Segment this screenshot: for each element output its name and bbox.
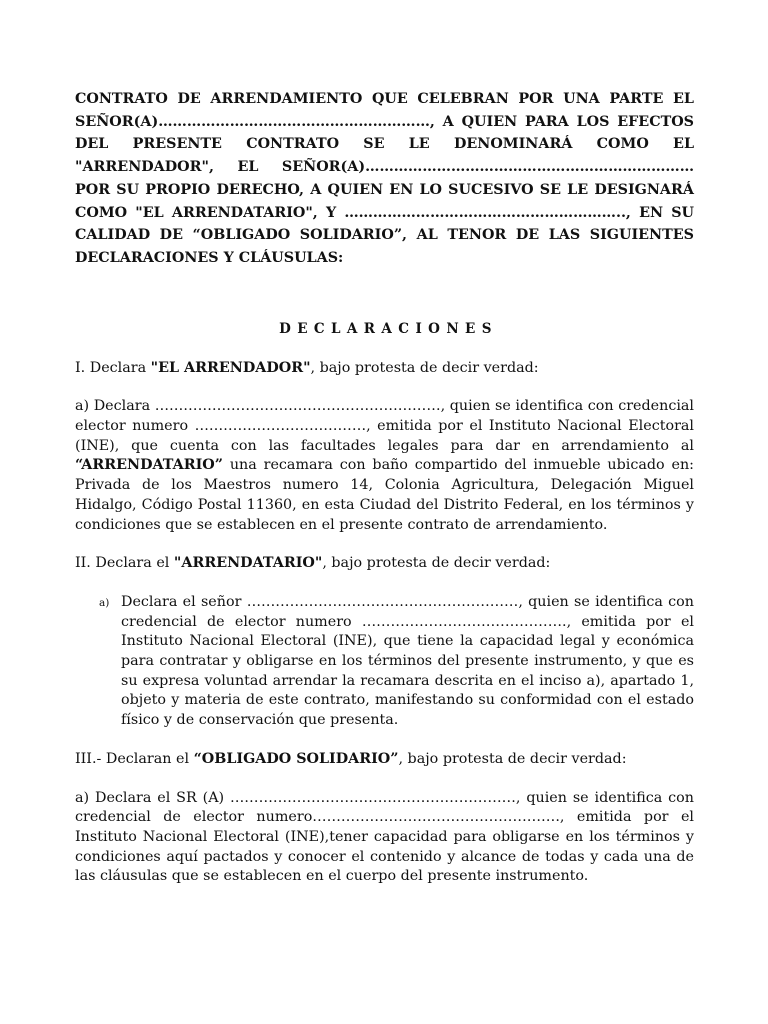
declaration-3-party: “OBLIGADO SOLIDARIO” xyxy=(193,750,399,767)
declarations-title: DECLARACIONES xyxy=(279,320,498,337)
declaration-2-list-item xyxy=(75,593,694,731)
declaration-1-heading xyxy=(75,359,694,379)
declaration-2-party: "ARRENDATARIO" xyxy=(173,555,323,572)
declaration-2-prefix: II. Declara el xyxy=(75,555,174,572)
declaration-1-suffix: , bajo protesta de decir verdad: xyxy=(310,359,539,376)
declaration-3-suffix: , bajo protesta de decir verdad: xyxy=(398,750,627,767)
declaration-1-text-1: a) Declara ……………………………………………………, quien se identifica con credencial elector numero ………………………………, emitida por el Instituto Nacional Electoral (INE), que cuenta con las facultades legales para dar en arrendamiento al xyxy=(75,398,694,454)
declaration-3-prefix: III.- Declaran el xyxy=(75,750,194,767)
declaration-2-heading xyxy=(75,554,694,574)
contract-heading: CONTRATO DE ARRENDAMIENTO QUE CELEBRAN POR UNA PARTE EL SEÑOR(A)…………………………………………………, A QUIEN PARA LOS EFECTOS DEL PRESENTE CONTRATO SE LE DENOMINARÁ COMO EL "ARRENDADOR", EL SEÑOR(A)…………………………………………………………… POR SU PROPIO DERECHO, A QUIEN EN LO SUCESIVO SE LE DESIGNARÁ COMO "EL ARRENDATARIO", Y ………………………………………………….., EN SU CALIDAD DE “OBLIGADO SOLIDARIO”, AL TENOR DE LAS SIGUIENTES DECLARACIONES Y CLÁUSULAS: xyxy=(75,91,694,266)
declaration-1-bold-party: “ARRENDATARIO” xyxy=(75,457,223,474)
declaration-1-text-2: una recamara con baño compartido del inmueble ubicado en: Privada de los Maestros numero 14, Colonia Agricultura, Delegación Miguel Hidalgo, Código Postal 11360, en esta Ciudad del Distrito Federal, en los términos y condiciones que se establecen en el presente contrato de arrendamiento. xyxy=(75,457,694,533)
declaration-3-paragraph: a) Declara el SR (A) ……………………………………………………, quien se identifica con credencial de elector numero……………………………………………., emitida por el Instituto Nacional Electoral (INE),tener capacidad para obligarse en los términos y condiciones aquí pactados y conocer el contenido y alcance de todas y cada una de las cláusulas que se establecen en el cuerpo del presente instrumento. xyxy=(75,789,694,885)
declaration-3-heading xyxy=(75,750,694,770)
list-marker: a) xyxy=(99,596,110,609)
declaration-2-suffix: , bajo protesta de decir verdad: xyxy=(322,555,551,572)
declaration-1-paragraph xyxy=(75,397,694,535)
declaration-1-party: "EL ARRENDADOR" xyxy=(150,359,311,376)
declaration-2-paragraph: Declara el señor …………………………………………………, quien se identifica con credencial de elector numero ……………………………………., emitida por el Instituto Nacional Electoral (INE), que tiene la capacidad legal y económica para contratar y obligarse en los términos del presente instrumento, y que es su expresa voluntad arrendar la recamara descrita en el inciso a), apartado 1, objeto y materia de este contrato, manifestando su conformidad con el estado físico y de conservación que presenta. xyxy=(121,593,694,729)
declaration-1-prefix: I. Declara xyxy=(75,359,151,376)
